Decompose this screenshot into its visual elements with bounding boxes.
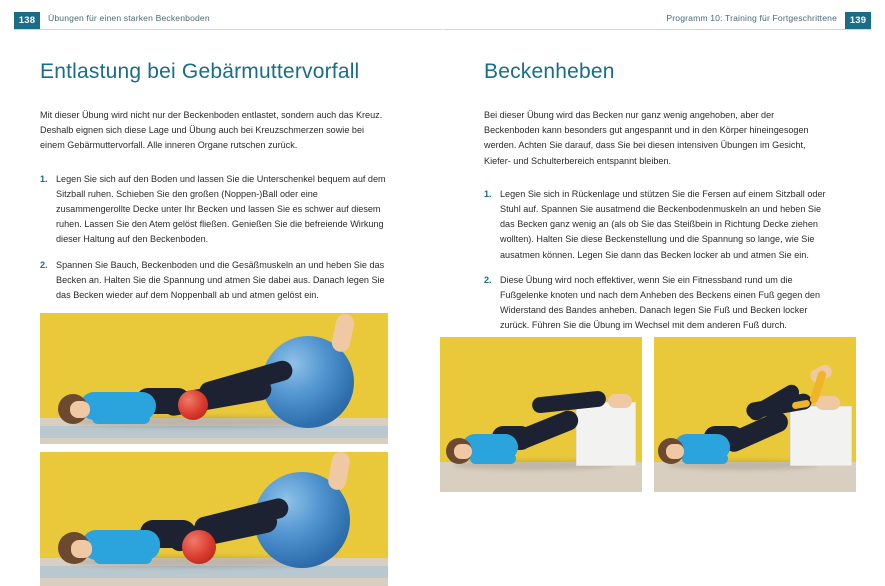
header-rule-left [14, 29, 442, 30]
step-text: Diese Übung wird noch effektiver, wenn Sie ein Fitnessband rund um die Fußgelenke knoten und nach dem Anheben des Beckens einen Fuß gegen den Widerstand des Bandes anheben. Danach legen Sie Fuß und Becken locker zurück. Führen Sie die Übung im Wechsel mit dem anderen Fuß durch. [500, 274, 821, 331]
right-page-title: Beckenheben [484, 60, 615, 83]
left-page-title: Entlastung bei Gebärmuttervorfall [40, 60, 360, 83]
step-number: 1. [484, 188, 492, 199]
left-page-steps [40, 172, 388, 304]
running-header-left [0, 0, 442, 36]
page-number-right: 139 [845, 12, 871, 29]
step-text: Legen Sie sich in Rückenlage und stützen Sie die Fersen auf einem Sitzball oder Stuhl auf. Spannen Sie ausatmend die Beckenbodenmuskeln an und heben Sie das Becken ganz wenig an (als ob Sie das Steißbein in Richtung Decke ziehen wollten). Halten Sie diese Beckenstellung und die Spannung so lange, wie Sie ausatmen können. Legen Sie dann das Becken locker ab und atmen Sie ein. [500, 188, 826, 260]
step-text: Spannen Sie Bauch, Beckenboden und die Gesäßmuskeln an und heben Sie das Becken an. Halten Sie die Spannung und atmen Sie dabei aus. Danach legen Sie das Becken wieder auf dem Noppenball ab und atmen gelöst ein. [56, 259, 385, 301]
photo-pelvic-lift-on-box [440, 337, 642, 492]
right-page-intro: Bei dieser Übung wird das Becken nur ganz wenig angehoben, aber der Beckenboden kann besonders gut angespannt und in den Körper hineingesogen werden. Achten Sie darauf, dass Sie bei diesen intensiven Übungen im Gesicht, Kiefer- und Schulterbereich entspannt bleiben. [484, 110, 809, 166]
list-item [40, 172, 388, 248]
list-item [40, 258, 388, 304]
list-item [484, 273, 832, 334]
photo-woman-pelvis-lifted [40, 452, 388, 586]
right-page-content [484, 60, 832, 344]
photo-woman-legs-on-ball [40, 313, 388, 444]
left-page-intro: Mit dieser Übung wird nicht nur der Beckenboden entlastet, sondern auch das Kreuz. Deshalb eignen sich diese Lage und Übung auch bei Kreuzschmerzen sowie bei einem Gebärmuttervorfall. Alle inneren Organe rutschen zurück. [40, 110, 383, 151]
left-page-content [40, 60, 388, 313]
running-header-right [443, 0, 885, 36]
header-rule-right [443, 29, 871, 30]
step-number: 2. [40, 259, 48, 270]
header-text-left: Übungen für einen starken Beckenboden [48, 13, 210, 23]
photo-pelvic-lift-with-band [654, 337, 856, 492]
list-item [484, 187, 832, 263]
page-number-left: 138 [14, 12, 40, 29]
header-text-right: Programm 10: Training für Fortgeschrittene [666, 13, 837, 23]
step-text: Legen Sie sich auf den Boden und lassen Sie die Unterschenkel bequem auf dem Sitzball ruhen. Schieben Sie den großen (Noppen-)Ball oder eine zusammengerollte Decke unter Ihr Becken und lassen Sie es schwer auf diesem ruhen. Lassen Sie den Atem gelöst fließen. Genießen Sie die befreiende Wirkung dieser Haltung auf den Beckenboden. [56, 173, 386, 245]
step-number: 2. [484, 274, 492, 285]
step-number: 1. [40, 173, 48, 184]
right-page-steps [484, 187, 832, 334]
